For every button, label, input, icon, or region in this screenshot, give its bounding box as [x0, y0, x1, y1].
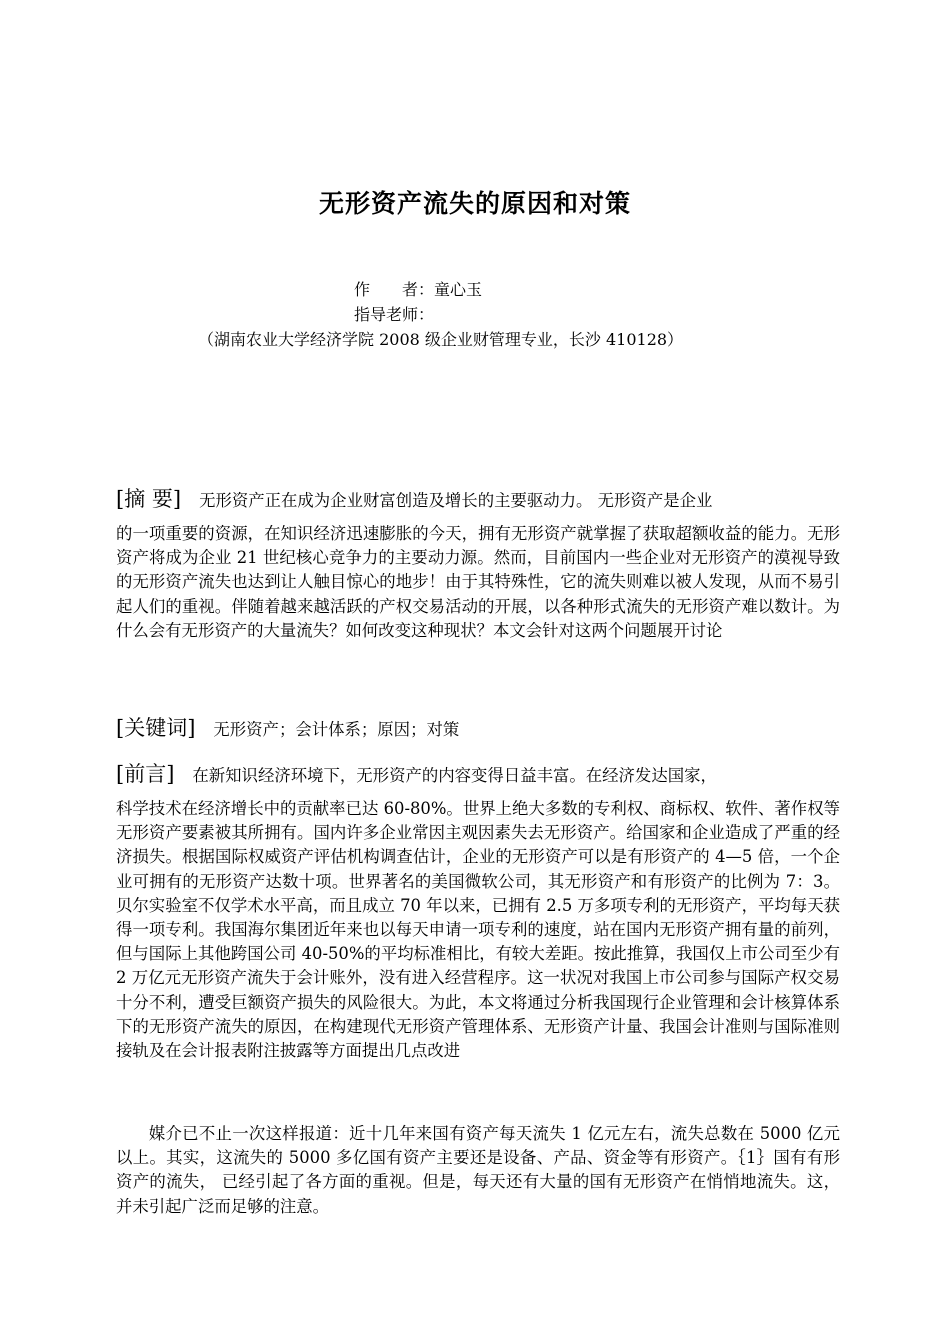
abstract-first-line	[116, 487, 840, 513]
paper-title: 无形资产流失的原因和对策	[318, 189, 631, 218]
author-name: 童心玉	[434, 280, 483, 299]
abstract-tag: [摘 要]	[116, 487, 182, 511]
keywords-text: 无形资产；会计体系；原因；对策	[213, 720, 460, 739]
preface-body: 科学技术在经济增长中的贡献率已达 60-80%。世界上绝大多数的专利权、商标权、软件、著作权等无形资产要素被其所拥有。国内许多企业常因主观因素失去无形资产。给国家和企业造成了严重的经济损失。根据国际权威资产评估机构调查估计，企业的无形资产可以是有形资产的 4—5 倍，一个企业可拥有的无形资产达数十项。世界著名的美国微软公司，其无形资产和有形资产的比例为 7：3。贝尔实验室不仅学术水平高，而且成立 70 年以来，已拥有 2.5 万多项专利的无形资产，平均每天获得一项专利。我国海尔集团近年来也以每天申请一项专利的速度，站在国内无形资产拥有量的前列，但与国际上其他跨国公司 40-50%的平均标准相比，有较大差距。按此推算，我国仅上市公司至少有 2 万亿元无形资产流失于会计账外，没有进入经营程序。这一状况对我国上市公司参与国际产权交易十分不利，遭受巨额资产损失的风险很大。为此，本文将通过分析我国现行企业管理和会计核算体系下的无形资产流失的原因，在构建现代无形资产管理体系、无形资产计量、我国会计准则与国际准则接轨及在会计报表附注披露等方面提出几点改进	[116, 799, 840, 1061]
preface-first-text: 在新知识经济环境下，无形资产的内容变得日益丰富。在经济发达国家，	[192, 766, 717, 785]
abstract-first-text: 无形资产正在成为企业财富创造及增长的主要驱动力。 无形资产是企业	[199, 491, 713, 510]
advisor-line	[354, 302, 434, 327]
abstract-body: 的一项重要的资源，在知识经济迅速膨胀的今天，拥有无形资产就掌握了获取超额收益的能力。无形资产将成为企业 21 世纪核心竞争力的主要动力源。然而，目前国内一些企业对无形资产的漠视导致的无形资产流失也达到让人触目惊心的地步！由于其特殊性，它的流失则难以被人发现，从而不易引起人们的重视。伴随着越来越活跃的产权交易活动的开展，以各种形式流失的无形资产难以数计。为什么会有无形资产的大量流失？如何改变这种现状？本文会针对这两个问题展开讨论	[116, 524, 840, 640]
advisor-label: 指导老师：	[354, 305, 435, 324]
preface-tag: [前言]	[116, 762, 175, 786]
affiliation: （湖南农业大学经济学院 2008 级企业财管理专业，长沙 410128）	[198, 330, 684, 349]
author-label: 作 者：	[354, 280, 435, 299]
author-line	[354, 277, 482, 302]
keywords-tag: [关键词]	[116, 716, 196, 740]
preface-paragraph-2: 媒介已不止一次这样报道：近十几年来国有资产每天流失 1 亿元左右，流失总数在 5000 亿元以上。其实，这流失的 5000 多亿国有资产主要还是设备、产品、资金等有形资产。｛1｝国有有形资产的流失， 已经引起了各方面的重视。但是，每天还有大量的国有无形资产在悄悄地流失。这，并未引起广泛而足够的注意。	[116, 1124, 840, 1216]
preface-first-line	[116, 762, 840, 788]
keywords-line	[116, 712, 459, 742]
